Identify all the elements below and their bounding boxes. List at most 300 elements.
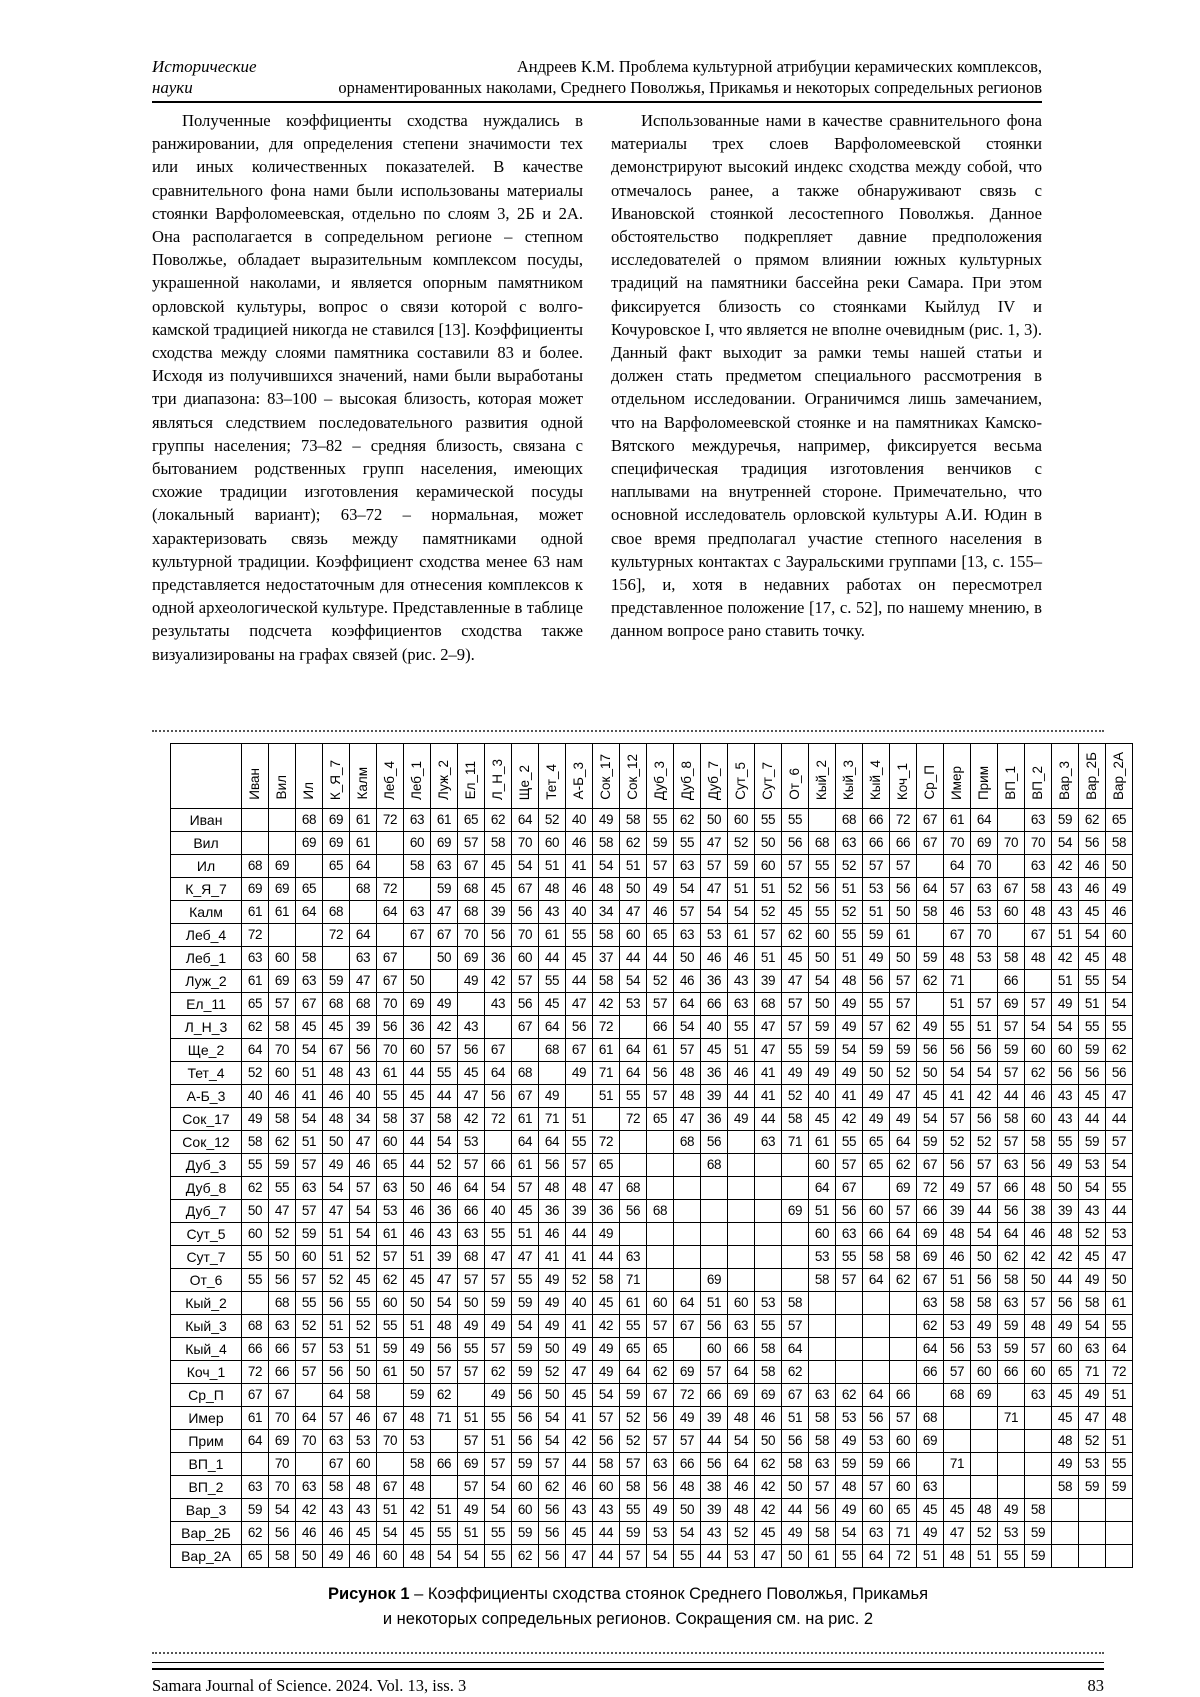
matrix-cell: 68 — [944, 1383, 971, 1406]
matrix-cell: 51 — [728, 877, 755, 900]
matrix-cell: 69 — [458, 946, 485, 969]
matrix-cell: 49 — [836, 1015, 863, 1038]
matrix-cell: 51 — [836, 946, 863, 969]
matrix-cell: 48 — [404, 1475, 431, 1498]
matrix-cell: 61 — [242, 1406, 269, 1429]
matrix-cell: 42 — [971, 1084, 998, 1107]
matrix-cell: 54 — [431, 1544, 458, 1567]
matrix-cell: 58 — [971, 1291, 998, 1314]
matrix-cell: 60 — [1025, 1360, 1052, 1383]
matrix-cell: 67 — [242, 1383, 269, 1406]
matrix-cell: 47 — [350, 1130, 377, 1153]
matrix-cell: 58 — [917, 900, 944, 923]
matrix-cell: 87 — [1052, 1521, 1079, 1544]
matrix-cell: 37 — [593, 946, 620, 969]
matrix-cell: 60 — [1052, 1038, 1079, 1061]
matrix-cell: 68 — [458, 900, 485, 923]
matrix-cell: 41 — [755, 1084, 782, 1107]
matrix-cell: 56 — [917, 1038, 944, 1061]
matrix-cell: 73 — [998, 1475, 1025, 1498]
matrix-column-header: К_Я_7 — [323, 743, 350, 808]
matrix-cell: 56 — [890, 877, 917, 900]
matrix-row-header: Сут_5 — [171, 1222, 242, 1245]
matrix-cell: 67 — [512, 877, 539, 900]
matrix-cell: 58 — [809, 1429, 836, 1452]
matrix-cell: 63 — [350, 946, 377, 969]
matrix-cell: 54 — [1079, 923, 1106, 946]
matrix-cell: 48 — [1052, 1222, 1079, 1245]
matrix-cell: 74 — [971, 969, 998, 992]
dotted-separator-top — [152, 730, 1104, 732]
matrix-cell: 58 — [998, 1107, 1025, 1130]
matrix-cell: 60 — [728, 1291, 755, 1314]
matrix-cell: 49 — [485, 1314, 512, 1337]
matrix-cell: 50 — [539, 1337, 566, 1360]
matrix-cell: 64 — [323, 1383, 350, 1406]
matrix-cell: 54 — [836, 1038, 863, 1061]
matrix-cell: 69 — [728, 1383, 755, 1406]
matrix-cell: 57 — [755, 923, 782, 946]
matrix-cell: 57 — [1025, 992, 1052, 1015]
matrix-cell: 66 — [485, 1153, 512, 1176]
matrix-cell: 55 — [539, 969, 566, 992]
matrix-cell: 49 — [458, 1498, 485, 1521]
matrix-cell: 49 — [1079, 1383, 1106, 1406]
matrix-cell: 58 — [1079, 1291, 1106, 1314]
matrix-cell: 62 — [1025, 1061, 1052, 1084]
matrix-cell: 76 — [836, 1360, 863, 1383]
figure-caption-line2: и некоторых сопредельных регионов. Сокращения см. на рис. 2 — [382, 1609, 874, 1628]
matrix-cell: 41 — [296, 1084, 323, 1107]
running-title-line2: орнаментированных наколами, Среднего Поволжья, Прикамья и некоторых сопредельных регионов — [338, 78, 1042, 97]
matrix-cell: 47 — [350, 969, 377, 992]
matrix-cell: 60 — [890, 1429, 917, 1452]
matrix-cell: 55 — [755, 1314, 782, 1337]
left-column-paragraph: Полученные коэффициенты сходства нуждались в ранжировании, для определения степени значимости тех или иных количественных показателей. В качестве сравнительного фона нами были использованы материалы стоянки Варфоломеевская, отдельно по слоям 3, 2Б и 2А. Она располагается в сопредельном регионе – степном Поволжье, обладает выразительным комплексом посуды, украшенной наколами, и является опорным памятником орловской культуры, вопрос о связи которой с волго-камской традицией никогда не ставился [13]. Коэффициенты сходства между слоями памятника составили 83 и более. Исходя из получившихся значений, нами были выработаны три диапазона: 83–100 – высокая близость, которая может являться следствием последовательного развития одной группы населения; 73–82 – средняя близость, связана с бытованием родственных групп населения, имеющих схожие традиции изготовления керамической посуды (локальный вариант); 63–72 – нормальная, может характеризовать связь между памятниками одной культурной традиции. Коэффициент сходства менее 63 нам представляется недостаточным для отнесения комплексов к одной археологической культуре. Представленные в таблице результаты подсчета коэффициентов сходства также визуализированы на графах связей (рис. 2–9). — [152, 111, 583, 664]
matrix-cell: 69 — [971, 1383, 998, 1406]
matrix-cell: 61 — [350, 808, 377, 831]
matrix-cell: 56 — [323, 1360, 350, 1383]
matrix-cell: 48 — [539, 877, 566, 900]
matrix-cell: 62 — [242, 1521, 269, 1544]
matrix-column-header: Дуб_3 — [647, 743, 674, 808]
matrix-cell: 77 — [728, 1199, 755, 1222]
matrix-cell: 54 — [836, 1521, 863, 1544]
matrix-cell: 77 — [701, 1222, 728, 1245]
matrix-cell: 73 — [674, 1337, 701, 1360]
matrix-cell: 55 — [296, 1291, 323, 1314]
matrix-row — [171, 1107, 1133, 1130]
matrix-cell: 41 — [755, 1061, 782, 1084]
matrix-cell: 57 — [458, 1153, 485, 1176]
matrix-cell: 54 — [485, 1475, 512, 1498]
matrix-row — [171, 1268, 1133, 1291]
matrix-row-header: От_6 — [171, 1268, 242, 1291]
matrix-cell: 58 — [944, 1291, 971, 1314]
matrix-cell: 48 — [1106, 946, 1133, 969]
matrix-cell: 56 — [944, 1038, 971, 1061]
matrix-cell: 79 — [269, 808, 296, 831]
matrix-cell: 49 — [539, 1268, 566, 1291]
matrix-cell: 55 — [566, 1130, 593, 1153]
matrix-cell: 40 — [566, 808, 593, 831]
matrix-diagonal-cell — [998, 1452, 1025, 1475]
matrix-cell: 48 — [350, 1475, 377, 1498]
matrix-cell: 71 — [890, 1521, 917, 1544]
matrix-cell: 64 — [539, 1015, 566, 1038]
matrix-cell: 63 — [674, 854, 701, 877]
matrix-cell: 46 — [404, 1199, 431, 1222]
matrix-cell: 58 — [809, 1268, 836, 1291]
matrix-cell: 67 — [377, 946, 404, 969]
matrix-cell: 73 — [458, 1383, 485, 1406]
matrix-cell: 49 — [566, 1061, 593, 1084]
matrix-cell: 63 — [1079, 1337, 1106, 1360]
matrix-cell: 76 — [1025, 1406, 1052, 1429]
matrix-cell: 58 — [782, 1291, 809, 1314]
matrix-cell: 64 — [458, 1176, 485, 1199]
matrix-cell: 50 — [890, 900, 917, 923]
matrix-cell: 45 — [701, 1038, 728, 1061]
matrix-cell: 49 — [593, 1360, 620, 1383]
matrix-cell: 64 — [998, 1222, 1025, 1245]
matrix-cell: 72 — [890, 1544, 917, 1567]
matrix-cell: 50 — [404, 969, 431, 992]
matrix-cell: 78 — [674, 1245, 701, 1268]
matrix-cell: 45 — [566, 946, 593, 969]
matrix-cell: 66 — [998, 1360, 1025, 1383]
matrix-row-header: Коч_1 — [171, 1360, 242, 1383]
matrix-cell: 56 — [512, 1406, 539, 1429]
matrix-cell: 57 — [512, 969, 539, 992]
matrix-corner-cell — [171, 743, 242, 808]
matrix-cell: 51 — [404, 1245, 431, 1268]
matrix-cell: 39 — [944, 1199, 971, 1222]
matrix-row-header: Л_Н_3 — [171, 1015, 242, 1038]
matrix-cell: 36 — [701, 969, 728, 992]
matrix-row-header: Ил — [171, 854, 242, 877]
matrix-cell: 81 — [971, 1406, 998, 1429]
matrix-cell: 43 — [1052, 900, 1079, 923]
matrix-cell: 60 — [620, 923, 647, 946]
matrix-cell: 42 — [836, 1107, 863, 1130]
matrix-row-header: Прим — [171, 1429, 242, 1452]
matrix-cell: 70 — [944, 831, 971, 854]
matrix-cell: 62 — [890, 1268, 917, 1291]
matrix-cell: 42 — [404, 1498, 431, 1521]
matrix-cell: 68 — [701, 1153, 728, 1176]
matrix-cell: 52 — [269, 1222, 296, 1245]
matrix-cell: 60 — [539, 831, 566, 854]
matrix-cell: 45 — [755, 1521, 782, 1544]
matrix-cell: 48 — [431, 1314, 458, 1337]
matrix-cell: 69 — [269, 1429, 296, 1452]
matrix-cell: 55 — [485, 1544, 512, 1567]
matrix-cell: 44 — [701, 1544, 728, 1567]
matrix-cell: 55 — [566, 923, 593, 946]
matrix-cell: 50 — [1052, 1176, 1079, 1199]
matrix-cell: 56 — [620, 1199, 647, 1222]
matrix-cell: 62 — [917, 1314, 944, 1337]
matrix-cell: 57 — [566, 1153, 593, 1176]
matrix-cell: 45 — [404, 1521, 431, 1544]
matrix-cell: 68 — [836, 808, 863, 831]
matrix-cell: 55 — [620, 1314, 647, 1337]
matrix-row — [171, 1061, 1133, 1084]
matrix-cell: 47 — [1079, 1406, 1106, 1429]
matrix-cell: 54 — [674, 1521, 701, 1544]
matrix-cell: 50 — [269, 1245, 296, 1268]
matrix-cell: 64 — [620, 1038, 647, 1061]
matrix-cell: 64 — [863, 1268, 890, 1291]
matrix-cell: 62 — [647, 1360, 674, 1383]
matrix-cell: 60 — [269, 946, 296, 969]
matrix-cell: 54 — [1079, 1176, 1106, 1199]
matrix-cell: 67 — [1025, 923, 1052, 946]
matrix-cell: 49 — [242, 1107, 269, 1130]
similarity-matrix-table — [170, 743, 1133, 1568]
matrix-cell: 42 — [431, 1015, 458, 1038]
matrix-cell: 45 — [917, 1084, 944, 1107]
matrix-cell: 45 — [917, 1498, 944, 1521]
matrix-diagonal-cell — [593, 1107, 620, 1130]
matrix-cell: 64 — [674, 992, 701, 1015]
matrix-cell: 50 — [1025, 1268, 1052, 1291]
matrix-cell: 53 — [1079, 1153, 1106, 1176]
matrix-cell: 67 — [485, 1038, 512, 1061]
matrix-cell: 70 — [269, 1406, 296, 1429]
matrix-cell: 50 — [890, 946, 917, 969]
matrix-column-header: Иван — [242, 743, 269, 808]
matrix-cell: 53 — [377, 1199, 404, 1222]
matrix-cell: 70 — [377, 1429, 404, 1452]
matrix-cell: 57 — [431, 1360, 458, 1383]
matrix-cell: 48 — [728, 1498, 755, 1521]
matrix-cell: 59 — [998, 1038, 1025, 1061]
matrix-cell: 57 — [944, 1360, 971, 1383]
matrix-cell: 52 — [1079, 1429, 1106, 1452]
matrix-cell: 65 — [458, 808, 485, 831]
matrix-cell: 57 — [647, 854, 674, 877]
matrix-cell: 56 — [269, 1268, 296, 1291]
running-title — [257, 56, 1042, 98]
matrix-row-header: Имер — [171, 1406, 242, 1429]
matrix-cell: 51 — [350, 1337, 377, 1360]
matrix-cell: 63 — [971, 877, 998, 900]
matrix-cell: 42 — [1025, 1245, 1052, 1268]
matrix-cell: 57 — [998, 1130, 1025, 1153]
matrix-row-header: Сок_12 — [171, 1130, 242, 1153]
matrix-cell: 55 — [431, 1521, 458, 1544]
matrix-cell: 42 — [296, 1498, 323, 1521]
matrix-cell: 44 — [755, 1107, 782, 1130]
matrix-diagonal-cell — [701, 1199, 728, 1222]
matrix-cell: 57 — [782, 854, 809, 877]
matrix-cell: 57 — [593, 1406, 620, 1429]
matrix-column-header: Вар_2А — [1106, 743, 1133, 808]
matrix-cell: 56 — [1106, 1061, 1133, 1084]
matrix-diagonal-cell — [863, 1337, 890, 1360]
matrix-cell: 52 — [782, 877, 809, 900]
matrix-cell: 64 — [350, 923, 377, 946]
matrix-cell: 39 — [701, 1498, 728, 1521]
matrix-column-header: Калм — [350, 743, 377, 808]
matrix-cell: 58 — [593, 1268, 620, 1291]
matrix-cell: 64 — [917, 1337, 944, 1360]
matrix-cell: 71 — [620, 1268, 647, 1291]
matrix-cell: 49 — [782, 1061, 809, 1084]
matrix-cell: 48 — [674, 1061, 701, 1084]
matrix-cell: 51 — [701, 1291, 728, 1314]
matrix-cell: 76 — [674, 1153, 701, 1176]
matrix-cell: 78 — [647, 1130, 674, 1153]
matrix-cell: 63 — [296, 969, 323, 992]
matrix-cell: 45 — [782, 900, 809, 923]
matrix-cell: 49 — [998, 1498, 1025, 1521]
matrix-cell: 54 — [728, 1429, 755, 1452]
matrix-cell: 66 — [269, 1360, 296, 1383]
matrix-row-header: Ще_2 — [171, 1038, 242, 1061]
matrix-cell: 54 — [1052, 831, 1079, 854]
matrix-cell: 61 — [728, 923, 755, 946]
matrix-cell: 65 — [242, 992, 269, 1015]
matrix-cell: 60 — [863, 1199, 890, 1222]
matrix-cell: 68 — [809, 831, 836, 854]
matrix-cell: 67 — [917, 808, 944, 831]
matrix-column-header: Ил — [296, 743, 323, 808]
matrix-cell: 45 — [1079, 900, 1106, 923]
matrix-cell: 58 — [350, 1383, 377, 1406]
matrix-cell: 67 — [998, 877, 1025, 900]
matrix-cell: 51 — [539, 854, 566, 877]
matrix-cell: 53 — [620, 992, 647, 1015]
matrix-cell: 72 — [593, 1015, 620, 1038]
matrix-cell: 57 — [809, 1475, 836, 1498]
matrix-cell: 50 — [350, 1360, 377, 1383]
matrix-cell: 61 — [350, 831, 377, 854]
matrix-row — [171, 877, 1133, 900]
matrix-cell: 55 — [944, 1015, 971, 1038]
matrix-cell: 55 — [620, 1084, 647, 1107]
matrix-cell: 70 — [377, 1038, 404, 1061]
matrix-cell: 34 — [593, 900, 620, 923]
matrix-cell: 54 — [485, 1176, 512, 1199]
matrix-cell: 40 — [809, 1084, 836, 1107]
matrix-cell: 55 — [836, 1544, 863, 1567]
matrix-cell: 57 — [377, 1245, 404, 1268]
matrix-cell: 46 — [539, 1222, 566, 1245]
matrix-cell: 81 — [944, 1429, 971, 1452]
matrix-cell: 72 — [323, 923, 350, 946]
matrix-cell: 67 — [377, 1406, 404, 1429]
matrix-cell: 66 — [998, 969, 1025, 992]
matrix-cell: 59 — [512, 1337, 539, 1360]
matrix-cell: 52 — [728, 831, 755, 854]
matrix-cell: 39 — [701, 1084, 728, 1107]
matrix-cell: 59 — [1079, 1475, 1106, 1498]
matrix-cell: 46 — [323, 1084, 350, 1107]
matrix-cell: 78 — [998, 1429, 1025, 1452]
matrix-cell: 57 — [458, 831, 485, 854]
matrix-cell: 56 — [512, 1429, 539, 1452]
matrix-cell: 58 — [1025, 1130, 1052, 1153]
matrix-row — [171, 1383, 1133, 1406]
matrix-cell: 50 — [431, 946, 458, 969]
matrix-cell: 46 — [728, 1475, 755, 1498]
matrix-cell: 49 — [890, 1107, 917, 1130]
matrix-cell: 78 — [782, 1176, 809, 1199]
matrix-cell: 51 — [782, 1406, 809, 1429]
matrix-row — [171, 946, 1133, 969]
matrix-cell: 51 — [323, 1245, 350, 1268]
matrix-cell: 48 — [944, 946, 971, 969]
matrix-cell: 39 — [1052, 1199, 1079, 1222]
matrix-cell: 51 — [458, 1521, 485, 1544]
matrix-cell: 55 — [1106, 1452, 1133, 1475]
matrix-cell: 77 — [674, 1199, 701, 1222]
matrix-cell: 41 — [539, 1245, 566, 1268]
matrix-cell: 57 — [647, 1084, 674, 1107]
matrix-column-header: Леб_4 — [377, 743, 404, 808]
matrix-diagonal-cell — [782, 1268, 809, 1291]
matrix-cell: 50 — [917, 1061, 944, 1084]
matrix-cell: 44 — [1079, 1107, 1106, 1130]
matrix-cell: 54 — [593, 1383, 620, 1406]
matrix-cell: 65 — [593, 1153, 620, 1176]
matrix-cell: 41 — [566, 1314, 593, 1337]
matrix-cell: 56 — [539, 1521, 566, 1544]
matrix-cell: 57 — [701, 1360, 728, 1383]
matrix-cell: 55 — [755, 808, 782, 831]
matrix-cell: 65 — [863, 1130, 890, 1153]
matrix-column-header: Дуб_8 — [674, 743, 701, 808]
matrix-cell: 46 — [566, 877, 593, 900]
matrix-cell: 72 — [620, 1107, 647, 1130]
matrix-cell: 63 — [917, 1291, 944, 1314]
matrix-cell: 39 — [431, 1245, 458, 1268]
matrix-cell: 59 — [323, 969, 350, 992]
matrix-cell: 77 — [998, 854, 1025, 877]
matrix-row-header: Дуб_3 — [171, 1153, 242, 1176]
matrix-cell: 49 — [323, 1153, 350, 1176]
matrix-cell: 58 — [404, 854, 431, 877]
matrix-cell: 63 — [269, 1314, 296, 1337]
matrix-cell: 44 — [566, 1452, 593, 1475]
matrix-row — [171, 969, 1133, 992]
matrix-cell: 55 — [350, 1291, 377, 1314]
matrix-cell: 48 — [674, 1475, 701, 1498]
matrix-cell: 69 — [917, 1222, 944, 1245]
matrix-cell: 50 — [674, 946, 701, 969]
matrix-cell: 42 — [458, 1107, 485, 1130]
matrix-cell: 71 — [539, 1107, 566, 1130]
matrix-cell: 62 — [431, 1383, 458, 1406]
figure-caption-label: Рисунок 1 — [327, 1584, 410, 1603]
matrix-cell: 62 — [377, 1268, 404, 1291]
matrix-cell: 47 — [944, 1521, 971, 1544]
matrix-cell: 56 — [971, 1038, 998, 1061]
page-header — [152, 56, 1042, 98]
matrix-cell: 53 — [998, 1521, 1025, 1544]
matrix-diagonal-cell — [620, 1130, 647, 1153]
matrix-cell: 46 — [701, 946, 728, 969]
matrix-cell: 52 — [566, 1268, 593, 1291]
matrix-cell: 49 — [1052, 1452, 1079, 1475]
matrix-cell: 51 — [620, 854, 647, 877]
matrix-cell: 57 — [701, 854, 728, 877]
matrix-cell: 77 — [296, 1383, 323, 1406]
matrix-cell: 67 — [944, 923, 971, 946]
